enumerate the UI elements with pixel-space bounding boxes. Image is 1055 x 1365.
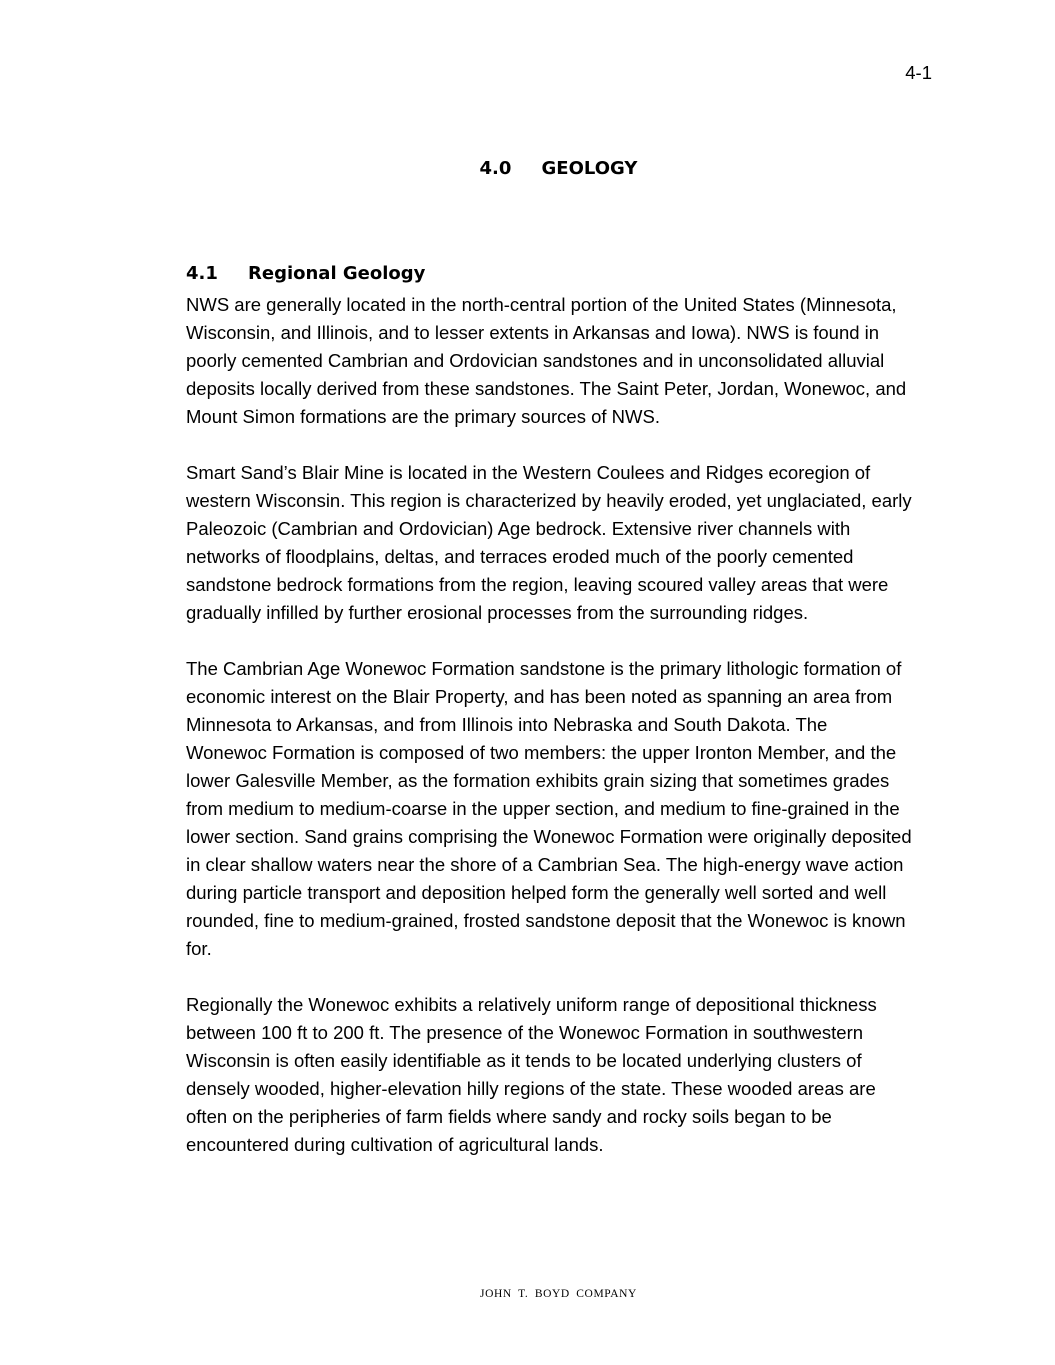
- paragraph-wonewoc-formation: The Cambrian Age Wonewoc Formation sandstone is the primary lithologic formation of economic interest on the Blair Property, and has been noted as spanning an area from Minnesota to Arkansas, and from Illinois into Nebraska and South Dakota. The Wonewoc Formation is composed of two members: the upper Ironton Member, and the lower Galesville Member, as the formation exhibits grain sizing that sometimes grades from medium to medium-coarse in the upper section, and medium to fine-grained in the lower section. Sand grains comprising the Wonewoc Formation were originally deposited in clear shallow waters near the shore of a Cambrian Sea. The high-energy wave action during particle transport and deposition helped form the generally well sorted and well rounded, fine to medium-grained, frosted sandstone deposit that the Wonewoc is known for.: [186, 658, 912, 959]
- paragraph-nws-location: NWS are generally located in the north-central portion of the United States (Minnesota, Wisconsin, and Illinois, and to lesser extents in Arkansas and Iowa). NWS is found in poorly cemented Cambrian and Ordovician sandstones and in unconsolidated alluvial deposits locally derived from these sandstones. The Saint Peter, Jordan, Wonewoc, and Mount Simon formations are the primary sources of NWS.: [186, 294, 907, 427]
- page-number: 4-1: [905, 62, 932, 83]
- section-title: GEOLOGY: [541, 158, 638, 179]
- paragraph-wonewoc-thickness: Regionally the Wonewoc exhibits a relatively uniform range of depositional thickness between 100 ft to 200 ft. The presence of the Wonewoc Formation in southwestern Wisconsin is often easily identifiable as it tends to be located underlying clusters of densely wooded, higher-elevation hilly regions of the state. These wooded areas are often on the peripheries of farm fields where sandy and rocky soils began to be encountered during cultivation of agricultural lands.: [186, 994, 877, 1155]
- section-heading: [0, 157, 1055, 181]
- footer-company: JOHN T. BOYD COMPANY: [480, 1288, 637, 1300]
- paragraph-blair-mine: Smart Sand’s Blair Mine is located in the Western Coulees and Ridges ecoregion of western Wisconsin. This region is characterized by heavily eroded, yet unglaciated, early Paleozoic (Cambrian and Ordovician) Age bedrock. Extensive river channels with networks of floodplains, deltas, and terraces eroded much of the poorly cemented sandstone bedrock formations from the region, leaving scoured valley areas that were gradually infilled by further erosional processes from the surrounding ridges.: [186, 462, 912, 623]
- body-text: [186, 291, 946, 1187]
- subsection-number: 4.1: [186, 263, 218, 284]
- subsection-heading: [186, 262, 425, 286]
- subsection-title: Regional Geology: [248, 263, 426, 284]
- section-number: 4.0: [479, 158, 512, 179]
